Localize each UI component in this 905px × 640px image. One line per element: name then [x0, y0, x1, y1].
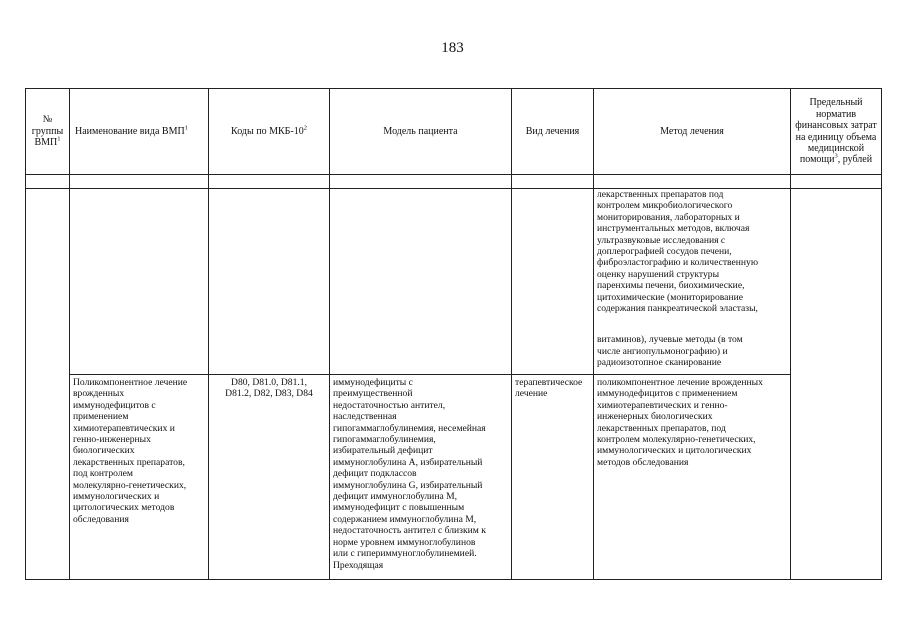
- header-icd-codes: Коды по МКБ-$10^2$: [209, 89, 330, 175]
- icd-codes-cell: D80, D81.0, D81.1, D81.2, D82, D83, D84: [209, 375, 330, 580]
- header-vmp-name: Наименование вида ВМП$^1$: [70, 89, 209, 175]
- cost-cell: [791, 189, 882, 580]
- patient-model-cell: иммунодефициты с преимущественной недостаточностью антител, наследственная гипогаммаглобулинемия, несемейная гипогаммаглобулинемия, избирательный дефицит иммуноглобулина A, избирательный дефицит подклассов иммуноглобулина G, избирательный дефицит иммуноглобулина M, иммунодефицит с повышенным содержанием иммуноглобулина M, недостаточность антител с близким к норме уровнем иммуноглобулинов или с гипериммуноглобулинемией. Преходящая: [330, 375, 512, 580]
- header-treatment-method: Метод лечения: [594, 89, 791, 175]
- vmp-name-cell: Поликомпонентное лечение врожденных иммунодефицитов с применением химиотерапевтических и генно-инженерных биологических лекарственных препаратов, под контролем молекулярно-генетических, иммунологических и цитологических методов обследования: [70, 375, 209, 580]
- continuation-row: [26, 189, 882, 375]
- group-number-cell: [26, 189, 70, 580]
- table-row: [26, 375, 882, 580]
- header-group-number: № группы ВМП$^1$: [26, 89, 70, 175]
- column-number-row: [26, 175, 882, 189]
- method-continuation-cell: лекарственных препаратов под контролем микробиологического мониторирования, лабораторных и инструментальных методов, включая ультразвуковые исследования с доплерографией сосудов печени, фиброэластографию и количественную оценку нарушений структуры паренхимы печени, биохимические, цитохимические (мониторирование содержания панкреатической эластазы, витаминов), лучевые методы (в том числе ангиопульмонографию) и радиоизотопное сканирование: [594, 189, 791, 375]
- header-row: [26, 89, 882, 175]
- header-treatment-type: Вид лечения: [512, 89, 594, 175]
- vmp-table: [25, 88, 882, 580]
- treatment-type-cell: терапевтическое лечение: [512, 375, 594, 580]
- header-patient-model: Модель пациента: [330, 89, 512, 175]
- page-number: 183: [441, 40, 464, 56]
- header-cost-norm: Предельный норматив финансовых затрат на единицу объема медицинской помощи$^3$, рублей: [791, 89, 882, 175]
- treatment-method-cell: поликомпонентное лечение врожденных иммунодефицитов с применением химиотерапевтических и генно- инженерных биологических лекарственных препаратов, под контролем молекулярно-генетических, иммунологических и цитологических методов обследования: [594, 375, 791, 580]
